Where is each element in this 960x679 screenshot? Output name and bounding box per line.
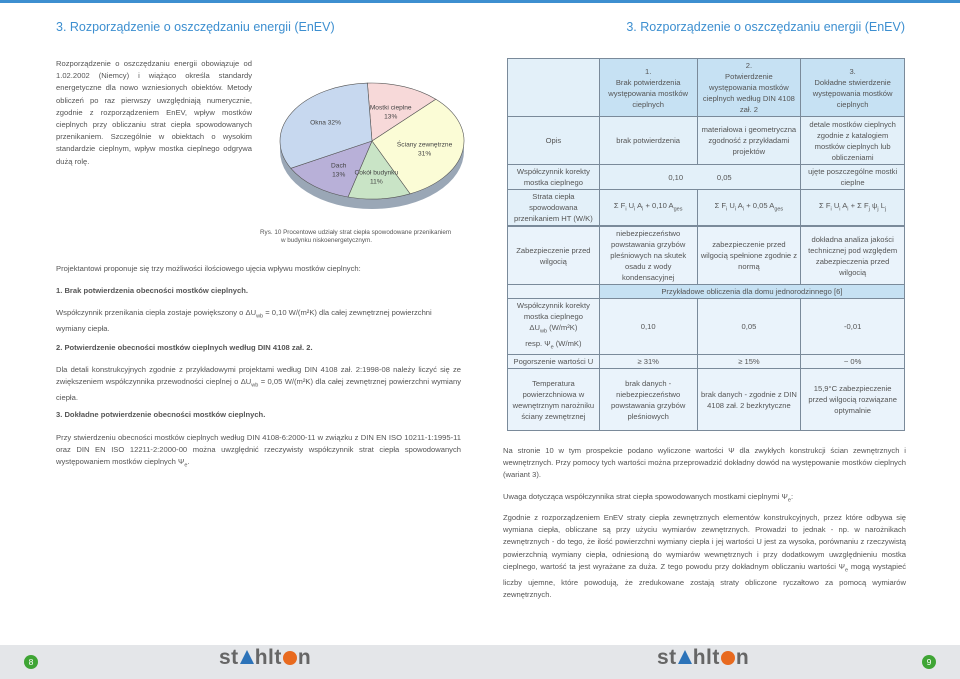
caption-line-1: Rys. 10 Procentowe udziały strat ciepła spowodowane przenikaniem (260, 229, 452, 236)
pie-pct-0: 13% (384, 113, 398, 121)
top-rule-left (0, 0, 480, 3)
table-cell: ≥ 15% (697, 355, 801, 369)
paragraph-uwaga: Uwaga dotycząca współczynnika strat ciepła spowodowanych mostkami cieplnymi $\Psi_e$: (503, 492, 794, 504)
table-cell: brak danych - zgodnie z DIN 4108 zał. 2 bezkrytyczne (697, 369, 801, 431)
table-cell: 0,10 (599, 299, 697, 355)
figure-caption (260, 229, 451, 245)
formula-cell-3: Σ $F_i$ $U_i$ $A_i + \Sigma$ $F_j$ $\psi_j$ $L_j$ (801, 190, 905, 226)
logo-circle-icon (283, 651, 297, 665)
paragraph-option-2: Dla detali konstrukcyjnych zgodnie z przykładowymi projektami według DIN 4108 zał. 2:1998-08 należy liczyć się ze zwiększeniem współczynnika przewodności cieplnej o $\Delta U_{wb} = 0,05$ W/(m²K) dla całej zewnętrznej powierzchni wymiany ciepła. (56, 365, 461, 402)
table-cell: ujęte poszczególne mostki cieplne (801, 165, 905, 190)
page-number-right: 9 (922, 655, 936, 669)
table-row (508, 369, 905, 431)
table-cell: 0,05 (697, 299, 801, 355)
logo-triangle-icon (240, 650, 254, 664)
row-label-pogorszenie: Pogorszenie wartości U (508, 355, 600, 369)
table-row (508, 355, 905, 369)
paragraph-option-1: Współczynnik przenikania ciepła zostaje powiększony o $\Delta U_{wb} = 0,10$ W/(m²K) dla całej zewnętrznej powierzchni wymiany ciepła. (56, 308, 432, 333)
table-cell: brak potwierdzenia (599, 117, 697, 165)
stahlton-logo-right: st hlt n (657, 646, 750, 669)
formula-cell-1: Σ $F_i$ $U_i$ $A_i + 0,10$ $A_{ges}$ (599, 190, 697, 226)
intro-paragraph: Rozporządzenie o oszczędzaniu energii obowiązuje od 1.02.2002 (Niemcy) i wiążąco określa standardy energetyczne dla nowo wzniesionych obiektów. Metody obliczeń po raz pierwszy uwzględniają numerycznie, zgodnie z rozporządzeniem EnEV, wpływ mostków cieplnych przy obliczaniu strat ciepła spowodowanych przenikaniem. Szczególnie w obiektach o wysokim standardzie cieplnym, wpływ mostka cieplnego odgrywa dużą rolę. (56, 59, 252, 166)
page-number-left: 8 (24, 655, 38, 669)
table-row (508, 117, 905, 165)
table-cell: materiałowa i geometryczna zgodność z przykładami projektów (697, 117, 801, 165)
table-cell-empty (508, 285, 600, 299)
paragraph-option-3: Przy stwierdzeniu obecności mostków cieplnych według DIN 4108-6:2000-11 w związku z DIN EN ISO 10211-1:1995-11 oraz DIN EN ISO 12211-2:2000-00 można uwzględnić rzeczywisty współczynnik strat ciepła spowodowanych występowaniem mostków cieplnych $\Psi_e$. (56, 433, 461, 469)
table-cell: 0,10 0,05 (599, 165, 800, 190)
pie-pct-2: 11% (369, 178, 383, 186)
column-header-1: 1. Brak potwierdzenia występowania mostków cieplnych (599, 59, 697, 117)
example-caption: Przykładowe obliczenia dla domu jednorodzinnego [6] (599, 285, 904, 299)
table-header-row (508, 59, 905, 117)
table-row (508, 299, 905, 355)
pie-label-2: Cokół budynku 11% (354, 169, 399, 186)
heading-option-1: 1. Brak potwierdzenia obecności mostków cieplnych. (56, 286, 249, 295)
heading-option-3: 3. Dokładne potwierdzenie obecności mostków cieplnych. (56, 410, 266, 419)
formula-cell-2: Σ $F_i$ $U_i$ $A_i + 0,05$ $A_{ges}$ (697, 190, 801, 226)
table-cell-empty (508, 59, 600, 117)
table-cell: dokładna analiza jakości technicznej pod względem zabezpieczenia przed wilgocią (801, 227, 905, 285)
logo-circle-icon (721, 651, 735, 665)
pie-pct-3: 13% (332, 171, 346, 179)
table-cell: detale mostków cieplnych zgodnie z katalogiem mostków cieplnych lub obliczeniami (801, 117, 905, 165)
row-label-zabezpieczenie: Zabezpieczenie przed wilgocią (508, 227, 600, 285)
pie-label-3: Dach 13% (331, 162, 347, 179)
heading-option-2: 2. Potwierdzenie obecności mostków cieplnych według DIN 4108 zał. 2. (56, 343, 313, 352)
column-header-2: 2. Potwierdzenie występowania mostków cieplnych według DIN 4108 zał. 2 (697, 59, 801, 117)
table-cell: niebezpieczeństwo powstawania grzybów pleśniowych na skutek osadu z wody kondensacyjnej (599, 227, 697, 285)
page-title-right: 3. Rozporządzenie o oszczędzaniu energii (EnEV) (626, 20, 905, 34)
row-label-wsp: Współczynnik korekty mostka cieplnego (508, 165, 600, 190)
pie-chart (260, 55, 490, 225)
logo-triangle-icon (678, 650, 692, 664)
paragraph-zgodnie: Zgodnie z rozporządzeniem EnEV straty ciepła zewnętrznych elementów konstrukcyjnych, przez które odbywa się wymiana ciepła, obliczane są przy użyciu wymiarów zewnętrznych. Prowadzi to jednak - np. w narożnikach zewnętrznych - do tego, że ilość powierzchni wymiany ciepła i jej wartości U jest za wysoka, porównaniu z rzeczywistą powierzchnią wymiany ciepła, odniesioną do wymiarów wewnętrznych i przy dodatkowym uwzględnieniu mostka cieplnego, wartość ta jest wyrażane za duża. Z tego powodu przy dokładnym obliczaniu wartości $\Psi_e$ mogą wystąpieć liczby ujemne, które powodują, że zredukowane zostają straty obliczone ryczałtowo za pomocą wymiarów zewnętrznych. (503, 513, 906, 599)
table-cell: -0,01 (801, 299, 905, 355)
page-title-left: 3. Rozporządzenie o oszczędzaniu energii (EnEV) (56, 20, 335, 34)
stahlton-logo-left: st hlt n (219, 646, 312, 669)
comparison-table-top (507, 58, 905, 226)
table-row (508, 285, 905, 299)
table-row (508, 227, 905, 285)
top-rule-right (480, 0, 960, 3)
column-header-3: 3. Dokładne stwierdzenie występowania mostków cieplnych (801, 59, 905, 117)
row-label-opis: Opis (508, 117, 600, 165)
row-label-strata: Strata ciepła spowodowana przenikaniem HT (W/K) (508, 190, 600, 226)
table-cell: zabezpieczenie przed wilgocią spełnione zgodnie z normą (697, 227, 801, 285)
pie-pct-1: 31% (417, 150, 432, 158)
paragraph-options: Projektantowi proponuje się trzy możliwości ilościowego ujęcia wpływu mostków cieplnych: (56, 264, 361, 273)
comparison-table-bottom (507, 226, 905, 431)
table-cell: 15,9°C zabezpieczenie przed wilgocią rozwiązane optymalnie (801, 369, 905, 431)
table-row (508, 190, 905, 226)
table-cell: ≥ 31% (599, 355, 697, 369)
pie-label-0: Mostki cieplne 13% (369, 104, 412, 121)
row-label-temperatura: Temperatura powierzchniowa w wewnętrznym narożniku ściany zewnętrznej (508, 369, 600, 431)
caption-line-2: w budynku niskoenergetycznym. (281, 237, 373, 244)
pie-label-4: Okna 32% (310, 119, 341, 127)
table-cell: brak danych - niebezpieczeństwo powstawania grzybów pleśniowych (599, 369, 697, 431)
paragraph-strona: Na stronie 10 w tym prospekcie podano wyliczone wartości Ψ dla zwykłych konstrukcji ścian zewnętrznych i wewnętrznych. Przy pomocy tych wartości można przeprowadzić dokładny dowód na występowanie mostków cieplnych (wariant 3). (503, 446, 906, 480)
table-row (508, 165, 905, 190)
table-cell: ~ 0% (801, 355, 905, 369)
row-label-korekty: Współczynnik korekty mostka cieplnego $\Delta U_{wb}$ (W/m²K) resp. $\Psi_e$ (W/mK) (508, 299, 600, 355)
pie-label-1: Ściany zewnętrzne 31% (396, 141, 453, 158)
